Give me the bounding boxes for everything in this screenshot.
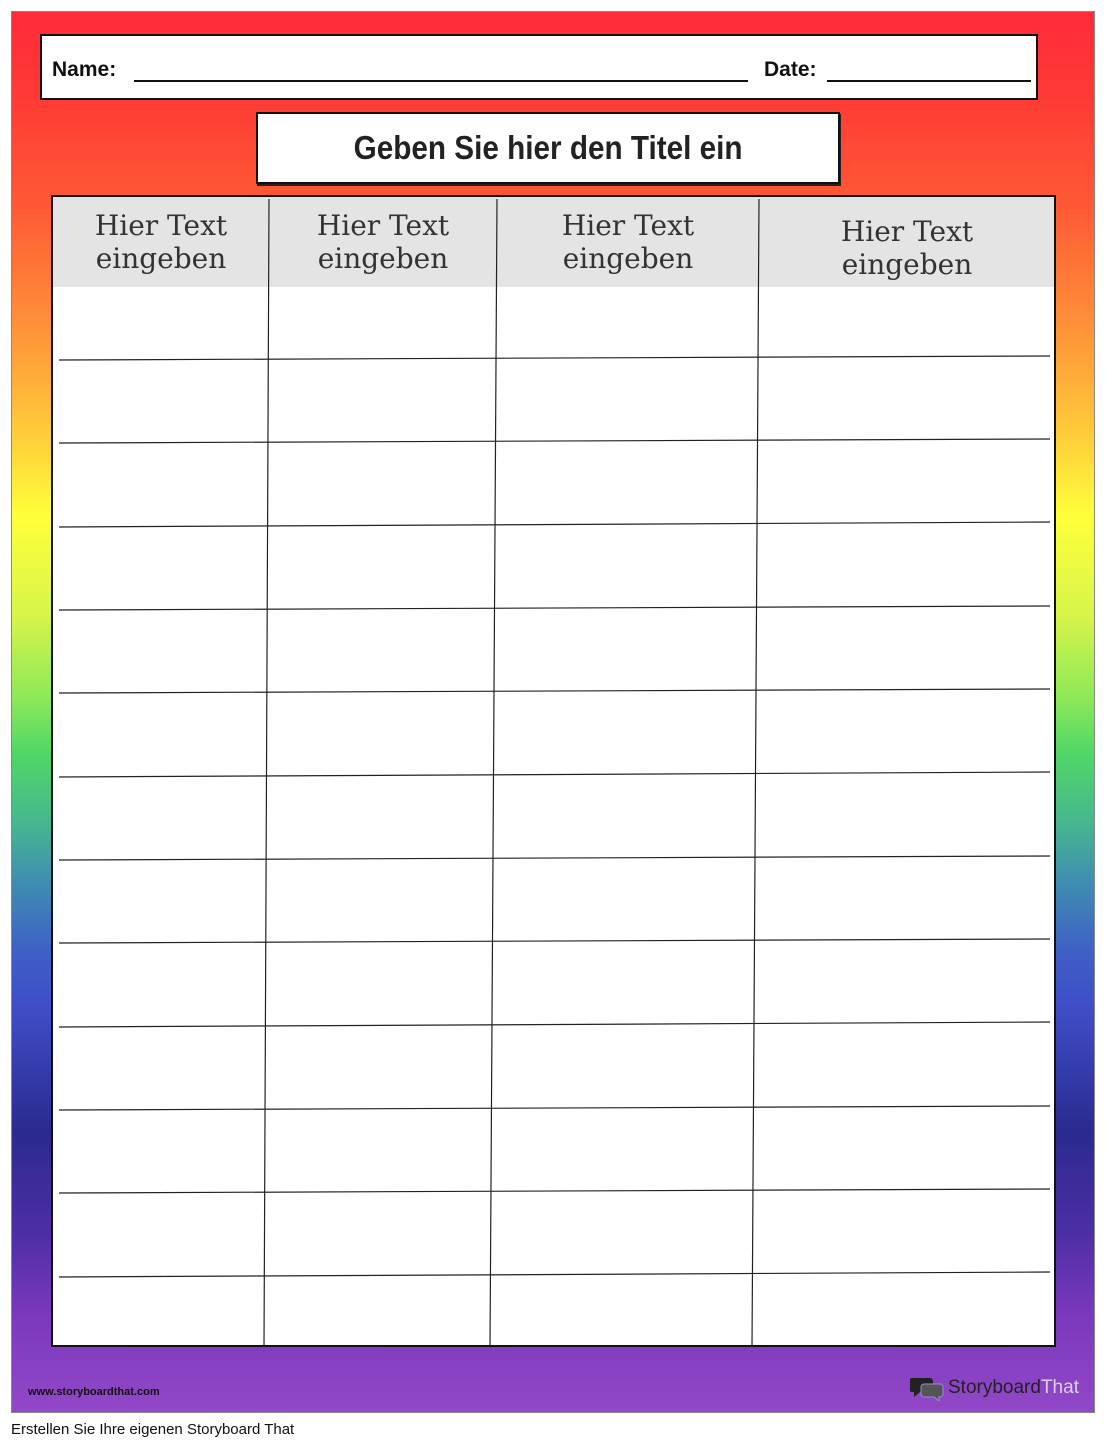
name-date-box <box>40 34 1038 100</box>
logo-word-that: That <box>1040 1377 1079 1398</box>
column-divider-2 <box>490 199 497 1345</box>
logo-word-storyboard: Storyboard <box>948 1377 1041 1398</box>
column-header-2[interactable]: Hier Text eingeben <box>316 209 450 275</box>
storyboardthat-logo[interactable] <box>910 1375 1079 1401</box>
title-box[interactable] <box>256 112 840 184</box>
row-line <box>59 356 1050 360</box>
date-field[interactable] <box>827 80 1031 82</box>
page-caption: Erstellen Sie Ihre eigenen Storyboard That <box>11 1421 295 1438</box>
column-header-4[interactable]: Hier Text eingeben <box>840 215 974 281</box>
name-field[interactable] <box>134 80 748 82</box>
row-line <box>59 1106 1050 1110</box>
row-line <box>59 1272 1050 1277</box>
row-line <box>59 939 1050 943</box>
date-label: Date: <box>764 58 817 81</box>
worksheet-table <box>51 195 1056 1347</box>
column-header-1[interactable]: Hier Text eingeben <box>94 209 228 275</box>
worksheet <box>11 11 1095 1413</box>
column-header-3[interactable]: Hier Text eingeben <box>561 209 695 275</box>
table-grid <box>53 197 1054 1345</box>
row-line <box>59 1189 1050 1193</box>
row-line <box>59 772 1050 777</box>
row-line <box>59 606 1050 610</box>
row-line <box>59 439 1050 443</box>
footer-url[interactable]: www.storyboardthat.com <box>28 1386 160 1398</box>
row-line <box>59 1022 1050 1027</box>
row-line <box>59 856 1050 860</box>
row-line <box>59 689 1050 693</box>
column-divider-3 <box>752 199 759 1345</box>
worksheet-title: Geben Sie hier den Titel ein <box>353 129 743 166</box>
column-divider-1 <box>264 199 269 1345</box>
speech-bubbles-icon <box>910 1375 944 1401</box>
row-line <box>59 522 1050 527</box>
name-label: Name: <box>52 58 117 81</box>
